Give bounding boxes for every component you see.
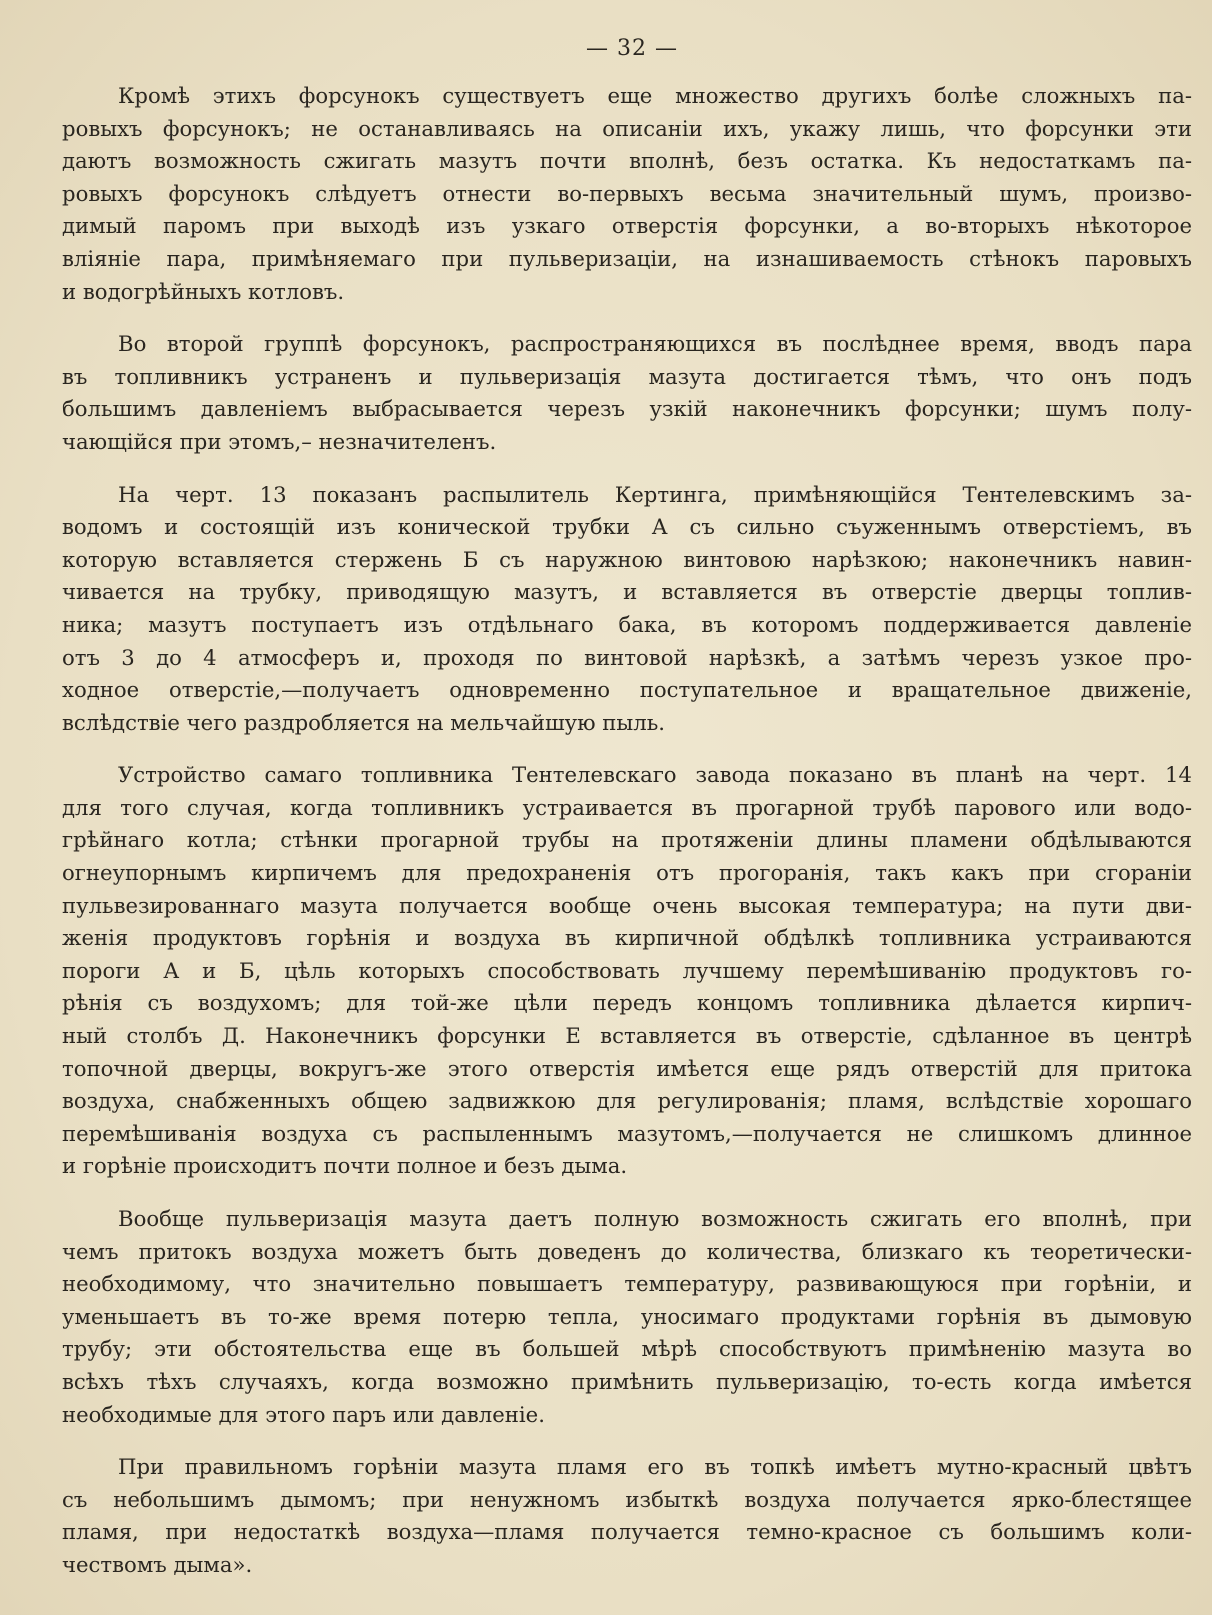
text-line: вслѣдствiе чего раздробляется на мельчайшую пыль. [62,709,666,735]
text-line: ходное отверстiе,—получаетъ одновременно поступательное и вращательное движенiе, [62,677,1192,703]
text-line: пламя, при недостаткѣ воздуха—пламя получается темно-красное съ большимъ коли- [62,1519,1192,1545]
text-line: отъ 3 до 4 атмосферъ и, проходя по винтовой нарѣзкѣ, а затѣмъ черезъ узкое про- [62,644,1192,670]
text-line: перемѣшиванiя воздуха съ распыленнымъ мазутомъ,—получается не слишкомъ длинное [62,1120,1192,1146]
text-line: необходимому, что значительно повышаетъ температуру, развивающуюся при горѣнiи, и [62,1271,1192,1297]
text-line: димый паромъ при выходѣ изъ узкаго отверстiя форсунки, а во-вторыхъ нѣкоторое [62,213,1192,239]
text-body [62,80,1192,1582]
paragraph [62,479,1192,740]
text-line: рѣнiя съ воздухомъ; для той-же цѣли передъ концомъ топливника дѣлается кирпич- [62,990,1192,1016]
text-line: даютъ возможность сжигать мазутъ почти вполнѣ, безъ остатка. Къ недостаткамъ па- [62,148,1192,174]
text-line: воздуха, снабженныхъ общею задвижкою для регулированiя; пламя, вслѣдствiе хорошаго [62,1088,1192,1114]
text-line: влiянiе пара, примѣняемаго при пульверизацiи, на изнашиваемость стѣнокъ паровыхъ [62,245,1192,271]
paragraph [62,328,1192,458]
text-line: трубу; эти обстоятельства еще въ большей мѣрѣ способствуютъ примѣненiю мазута во [62,1336,1192,1362]
text-line: уменьшаетъ въ то-же время потерю тепла, уносимаго продуктами горѣнiя въ дымовую [62,1303,1192,1329]
text-line: чивается на трубку, приводящую мазутъ, и вставляется въ отверстiе дверцы топлив- [62,579,1192,605]
text-line: съ небольшимъ дымомъ; при ненужномъ избыткѣ воздуха получается ярко-блестящее [62,1486,1192,1512]
text-line: въ топливникъ устраненъ и пульверизацiя мазута достигается тѣмъ, что онъ подъ [62,363,1192,389]
text-line: ный столбъ Д. Наконечникъ форсунки Е вставляется въ отверстiе, сдѣланное въ центрѣ [62,1023,1192,1049]
text-line: ровыхъ форсунокъ; не останавливаясь на описанiи ихъ, укажу лишь, что форсунки эти [62,115,1192,141]
text-line: женiя продуктовъ горѣнiя и воздуха въ кирпичной обдѣлкѣ топливника устраиваются [62,925,1192,951]
text-line: топочной дверцы, вокругъ-же этого отверстiя имѣется еще рядъ отверстiй для притока [62,1055,1192,1081]
text-line: чающiйся при этомъ,– незначителенъ. [62,428,497,454]
text-line: водомъ и состоящiй изъ конической трубки А съ сильно съуженнымъ отверстiемъ, въ [62,514,1192,540]
text-line: Вообще пульверизацiя мазута даетъ полную возможность сжигать его вполнѣ, при [118,1206,1192,1231]
text-line: которую вставляется стержень Б съ наружною винтовою нарѣзкою; наконечникъ навин- [62,546,1192,572]
text-line: ровыхъ форсунокъ слѣдуетъ отнести во-первыхъ весьма значительный шумъ, произво- [62,180,1192,206]
text-line: огнеупорнымъ кирпичемъ для предохраненiя отъ прогоранiя, такъ какъ при сгоранiи [62,860,1192,886]
text-line: и водогрѣйныхъ котловъ. [62,278,345,304]
text-line: пороги А и Б, цѣль которыхъ способствовать лучшему перемѣшиванiю продуктовъ го- [62,957,1192,983]
text-line: При правильномъ горѣнiи мазута пламя его въ топкѣ имѣетъ мутно-красный цвѣтъ [118,1454,1192,1480]
text-line: Кромѣ этихъ форсунокъ существуетъ еще множество другихъ болѣе сложныхъ па- [118,83,1192,108]
text-line: всѣхъ тѣхъ случаяхъ, когда возможно примѣнить пульверизацiю, то-есть когда имѣется [62,1368,1192,1394]
text-line: необходимые для этого паръ или давленiе. [62,1401,545,1427]
text-line: пульвезированнаго мазута получается вообще очень высокая температура; на пути дви- [62,892,1192,918]
paragraph [62,80,1192,308]
paragraph [62,1203,1192,1431]
paragraph [62,1451,1192,1581]
text-line: чемъ притокъ воздуха можетъ быть доведенъ до количества, близкаго къ теоретически- [62,1238,1192,1264]
text-line: чествомъ дыма». [62,1551,253,1577]
text-line: для того случая, когда топливникъ устраивается въ прогарной трубѣ парового или водо- [62,794,1192,820]
text-line: Во второй группѣ форсунокъ, распространяющихся въ послѣднее время, вводъ пара [118,331,1192,357]
text-line: большимъ давленiемъ выбрасывается черезъ узкiй наконечникъ форсунки; шумъ полу- [62,396,1192,422]
paragraph [62,759,1192,1183]
text-line: грѣйнаго котла; стѣнки прогарной трубы на протяженiи длины пламени обдѣлываются [62,827,1192,853]
text-line: На черт. 13 показанъ распылитель Кертинга, примѣняющiйся Тентелевскимъ за- [118,481,1192,507]
text-line: ника; мазутъ поступаетъ изъ отдѣльнаго бака, въ которомъ поддерживается давленiе [62,611,1192,637]
text-line: Устройство самаго топливника Тентелевскаго завода показано въ планѣ на черт. 14 [118,762,1192,788]
text-line: и горѣнiе происходитъ почти полное и безъ дыма. [62,1153,628,1179]
page-number: — 32 — [586,36,678,61]
